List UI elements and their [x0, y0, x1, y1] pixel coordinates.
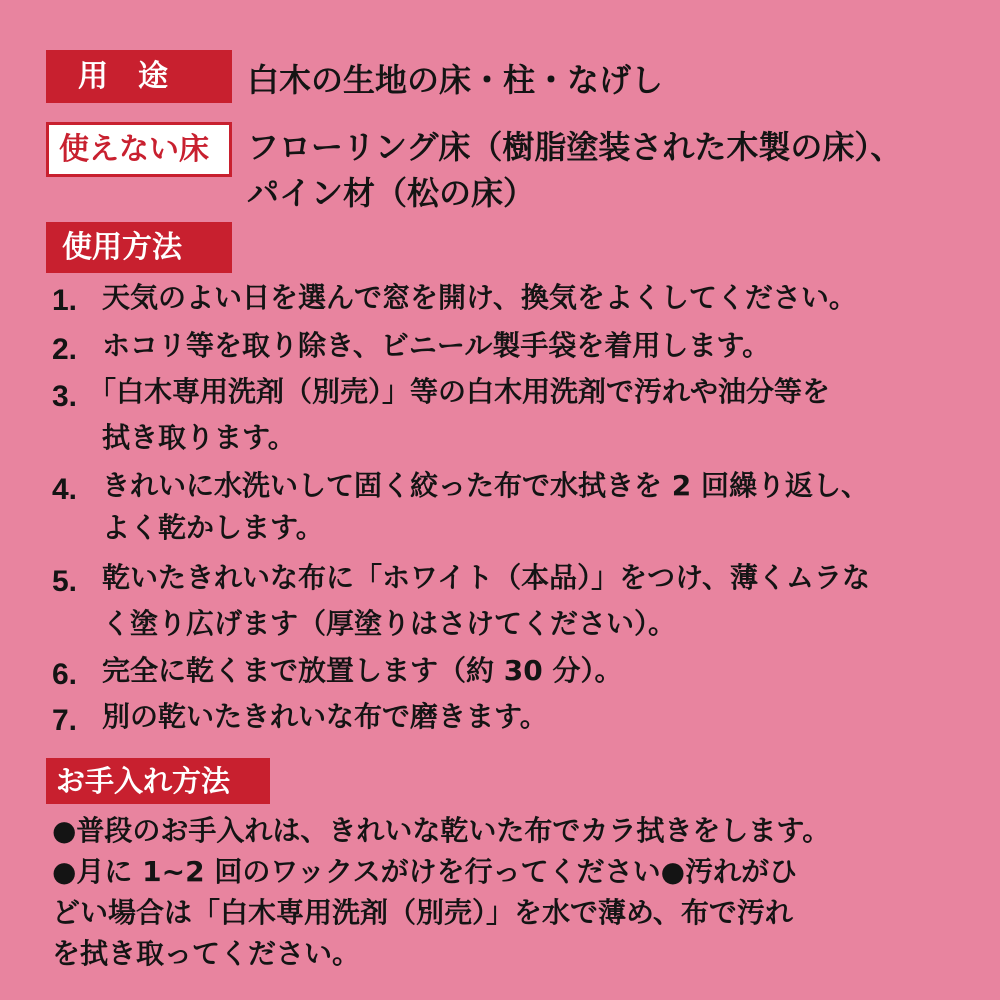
- step-number-4: 4.: [52, 473, 78, 506]
- method-label: 使用方法: [46, 222, 232, 273]
- step-4-line-2: よく乾かします。: [102, 511, 324, 544]
- step-5-line-2: く塗り広げます（厚塗りはさけてください）。: [102, 607, 677, 640]
- care-line-2: ●月に 1~2 回のワックスがけを行ってください●汚れがひ: [52, 855, 798, 888]
- step-3-line-2: 拭き取ります。: [102, 421, 296, 454]
- step-5-line-1: 乾いたきれいな布に「ホワイト（本品）」をつけ、薄くムラな: [102, 561, 871, 594]
- step-number-6: 6.: [52, 658, 78, 691]
- care-label: お手入れ方法: [46, 758, 270, 804]
- step-number-5: 5.: [52, 565, 78, 598]
- step-number-3: 3.: [52, 380, 78, 413]
- unusable-line-2: パイン材（松の床）: [247, 174, 536, 212]
- unusable-line-1: フローリング床（樹脂塗装された木製の床）、: [247, 128, 903, 166]
- step-3-line-1: 「白木専用洗剤（別売）」等の白木用洗剤で汚れや油分等を: [88, 375, 831, 408]
- care-line-4: を拭き取ってください。: [52, 937, 361, 970]
- step-2-line-1: ホコリ等を取り除き、ビニール製手袋を着用します。: [102, 329, 771, 362]
- usage-label: 用 途: [46, 50, 232, 103]
- usage-text: 白木の生地の床・柱・なげし: [247, 61, 664, 99]
- step-number-2: 2.: [52, 333, 78, 366]
- step-7-line-1: 別の乾いたきれいな布で磨きます。: [102, 700, 548, 733]
- step-6-line-1: 完全に乾くまで放置します（約 30 分）。: [102, 654, 623, 687]
- care-line-1: ●普段のお手入れは、きれいな乾いた布でカラ拭きをします。: [52, 814, 831, 847]
- step-number-7: 7.: [52, 704, 78, 737]
- step-number-1: 1.: [52, 284, 78, 317]
- unusable-label: 使えない床: [46, 122, 232, 177]
- care-line-3: どい場合は「白木専用洗剤（別売）」を水で薄め、布で汚れ: [52, 896, 793, 929]
- step-1-line-1: 天気のよい日を選んで窓を開け、換気をよくしてください。: [102, 281, 857, 314]
- step-4-line-1: きれいに水洗いして固く絞った布で水拭きを 2 回繰り返し、: [102, 469, 869, 502]
